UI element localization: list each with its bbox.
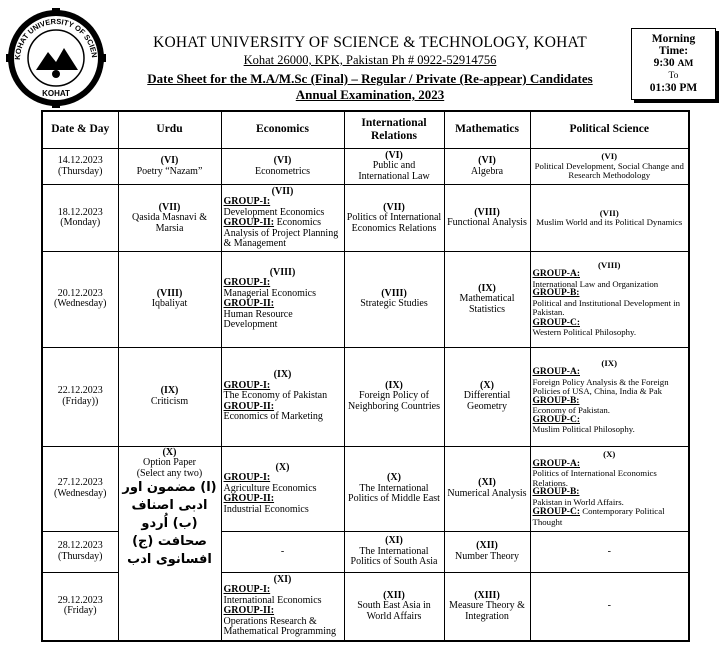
- ps-cell: (VIII) GROUP-A: International Law and Organization GROUP-B: Political and Institutional Development in Pakistan. GROUP-C: Western Political Philosophy.: [530, 252, 689, 347]
- math-cell: (XIII) Measure Theory & Integration: [444, 572, 530, 641]
- urdu-cell: (VII) Qasida Masnavi & Marsia: [118, 185, 221, 252]
- ps-cell: -: [530, 572, 689, 641]
- ir-cell: (VIII) Strategic Studies: [344, 252, 444, 347]
- datesheet-title: Date Sheet for the M.A/M.Sc (Final) – Regular / Private (Re-appear) Candidates: [147, 71, 593, 86]
- col-mathematics: Mathematics: [444, 111, 530, 148]
- ir-cell: (IX) Foreign Policy of Neighboring Countries: [344, 347, 444, 446]
- urdu-cell: (IX) Criticism: [118, 347, 221, 446]
- table-row: [42, 347, 689, 446]
- timing-end: 01:30 PM: [649, 82, 698, 94]
- economics-cell: (IX) GROUP-I: The Economy of Pakistan GROUP-II: Economics of Marketing: [221, 347, 344, 446]
- date-cell: 20.12.2023 (Wednesday): [42, 252, 118, 347]
- ir-cell: (XII) South East Asia in World Affairs: [344, 572, 444, 641]
- date-cell: 18.12.2023 (Monday): [42, 185, 118, 252]
- date-cell: 14.12.2023 (Thursday): [42, 148, 118, 184]
- math-cell: (VI) Algebra: [444, 148, 530, 184]
- urdu-option-2: (ب) اُردو صحافت (ج) افسانوی ادب: [127, 516, 212, 568]
- ps-cell: (VI) Political Development, Social Change and Research Methodology: [530, 148, 689, 184]
- document-header: [110, 34, 630, 103]
- timing-label: Time:: [658, 45, 689, 57]
- date-cell: 27.12.2023 (Wednesday): [42, 446, 118, 531]
- timing-box: [631, 28, 716, 100]
- date-cell: 28.12.2023 (Thursday): [42, 531, 118, 572]
- ps-cell: (VII) Muslim World and its Political Dynamics: [530, 185, 689, 252]
- math-cell: (VIII) Functional Analysis: [444, 185, 530, 252]
- table-row: [42, 446, 689, 531]
- university-logo: [6, 8, 106, 108]
- ps-cell: (IX) GROUP-A: Foreign Policy Analysis & the Foreign Policies of USA, China, India & Pak GROUP-B: Economy of Pakistan. GROUP-C: Muslim Political Philosophy.: [530, 347, 689, 446]
- economics-cell: (XI) GROUP-I: International Economics GROUP-II: Operations Research & Mathematical Programming: [221, 572, 344, 641]
- timing-am: AM: [677, 59, 694, 69]
- date-cell: 29.12.2023 (Friday): [42, 572, 118, 641]
- economics-cell: (VII) GROUP-I: Development Economics GROUP-II: Economics Analysis of Project Planning & Management: [221, 185, 344, 252]
- urdu-cell: (VIII) Iqbaliyat: [118, 252, 221, 347]
- timing-start: 9:30: [653, 57, 675, 69]
- economics-cell: -: [221, 531, 344, 572]
- economics-cell: (VIII) GROUP-I: Managerial Economics GROUP-II: Human Resource Development: [221, 252, 344, 347]
- urdu-cell: (X) Option Paper (Select any two) (ا) مضمون اور ادبی اصناف (ب) اُردو صحافت (ج) افسانوی ادب: [118, 446, 221, 641]
- col-political-science: Political Science: [530, 111, 689, 148]
- table-header-row: [42, 111, 689, 148]
- economics-cell: (X) GROUP-I: Agriculture Economics GROUP-II: Industrial Economics: [221, 446, 344, 531]
- table-row: [42, 148, 689, 184]
- ir-cell: (XI) The International Politics of South Asia: [344, 531, 444, 572]
- ps-cell: (X) GROUP-A: Politics of International Economics Relations. GROUP-B: Pakistan in World Affairs. GROUP-C: Contemporary Political Thought: [530, 446, 689, 531]
- ps-cell: -: [530, 531, 689, 572]
- ir-cell: (VI) Public and International Law: [344, 148, 444, 184]
- exam-title: Annual Examination, 2023: [295, 87, 445, 102]
- math-cell: (XII) Number Theory: [444, 531, 530, 572]
- timing-session: Morning: [651, 33, 696, 45]
- logo-bottom-text: KOHAT: [42, 89, 70, 98]
- math-cell: (XI) Numerical Analysis: [444, 446, 530, 531]
- urdu-cell: (VI) Poetry “Nazam”: [118, 148, 221, 184]
- urdu-option-1: (ا) مضمون اور ادبی اصناف: [122, 480, 217, 514]
- table-row: [42, 185, 689, 252]
- economics-cell: (VI) Econometrics: [221, 148, 344, 184]
- university-address: Kohat 26000, KPK, Pakistan Ph # 0922-52914756: [243, 53, 497, 67]
- col-economics: Economics: [221, 111, 344, 148]
- university-name: KOHAT UNIVERSITY OF SCIENCE & TECHNOLOGY, KOHAT: [153, 34, 587, 51]
- date-cell: 22.12.2023 (Friday)): [42, 347, 118, 446]
- timing-to: To: [668, 71, 679, 81]
- ir-cell: (VII) Politics of International Economics Relations: [344, 185, 444, 252]
- col-date: Date & Day: [42, 111, 118, 148]
- math-cell: (IX) Mathematical Statistics: [444, 252, 530, 347]
- col-ir: International Relations: [344, 111, 444, 148]
- logo-ring-text: KOHAT UNIVERSITY OF SCIEN: [12, 16, 99, 61]
- col-urdu: Urdu: [118, 111, 221, 148]
- math-cell: (X) Differential Geometry: [444, 347, 530, 446]
- table-row: [42, 252, 689, 347]
- datesheet-table: [41, 110, 690, 642]
- ir-cell: (X) The International Politics of Middle East: [344, 446, 444, 531]
